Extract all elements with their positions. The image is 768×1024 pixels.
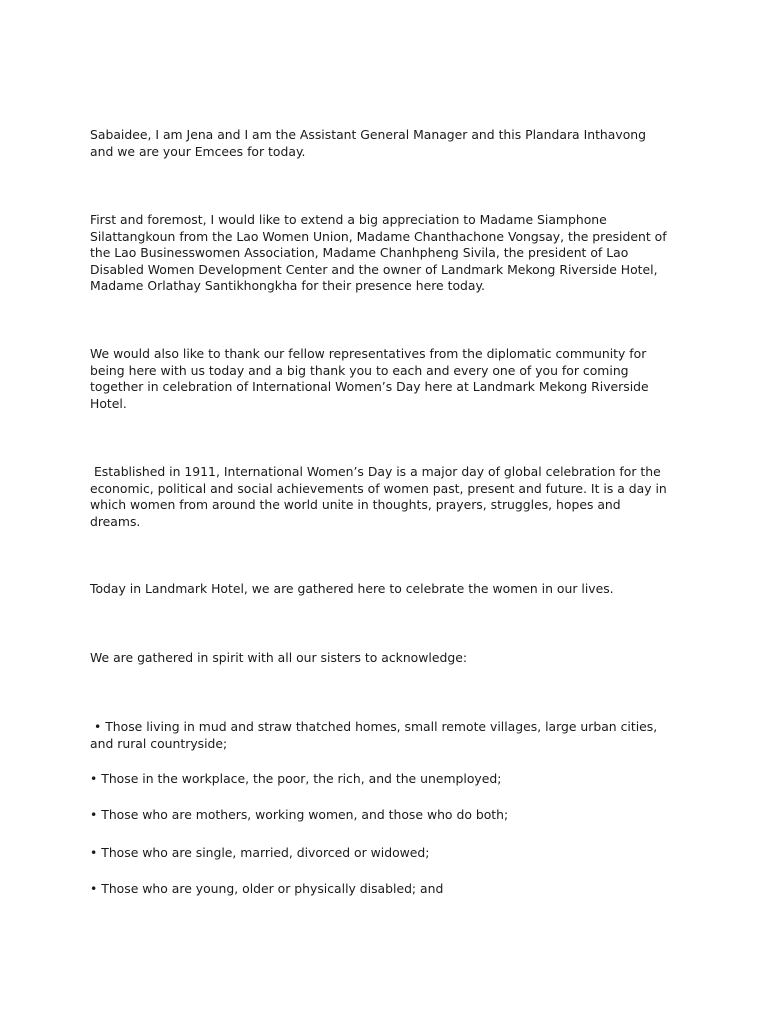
- celebration-paragraph: Today in Landmark Hotel, we are gathered here to celebrate the women in our lives.: [90, 581, 614, 596]
- thanks-paragraph: We would also like to thank our fellow representatives from the diplomatic community for being here with us today and a big thank you to each and every one of you for coming together in celebration of International Women’s Day here at Landmark Mekong Riverside Hotel.: [90, 346, 649, 411]
- bullet-item: • Those who are single, married, divorced or widowed;: [90, 845, 430, 860]
- bullet-item: • Those living in mud and straw thatched homes, small remote villages, large urban cities, and rural countryside;: [90, 719, 658, 751]
- bullet-item: • Those in the workplace, the poor, the rich, and the unemployed;: [90, 771, 502, 786]
- history-paragraph: Established in 1911, International Women’s Day is a major day of global celebration for the economic, political and social achievements of women past, present and future. It is a day in which women from around the world unite in thoughts, prayers, struggles, hopes and dreams.: [90, 464, 667, 529]
- bullet-item: • Those who are young, older or physically disabled; and: [90, 881, 444, 896]
- acknowledge-paragraph: We are gathered in spirit with all our sisters to acknowledge:: [90, 650, 467, 665]
- bullet-item: • Those who are mothers, working women, and those who do both;: [90, 807, 509, 822]
- intro-paragraph: Sabaidee, I am Jena and I am the Assistant General Manager and this Plandara Inthavong and we are your Emcees for today.: [90, 127, 647, 159]
- appreciation-paragraph: First and foremost, I would like to extend a big appreciation to Madame Siamphone Silattangkoun from the Lao Women Union, Madame Chanthachone Vongsay, the president of the Lao Businesswomen Association, Madame Chanhpheng Sivila, the president of Lao Disabled Women Development Center and the owner of Landmark Mekong Riverside Hotel, Madame Orlathay Santikhongkha for their presence here today.: [90, 212, 667, 293]
